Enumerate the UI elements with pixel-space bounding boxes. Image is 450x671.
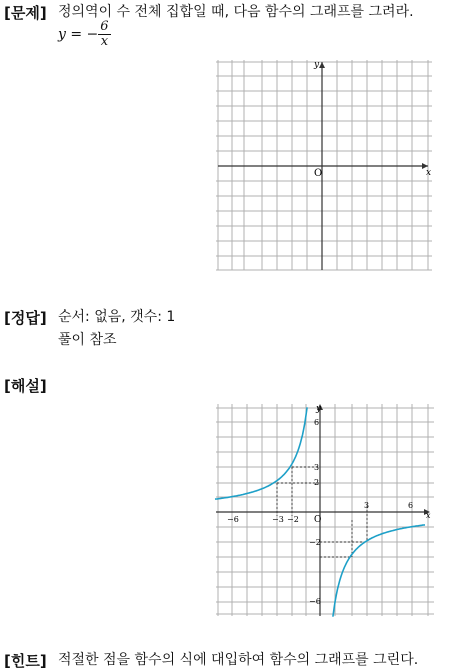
tick-y-2: 2 bbox=[314, 478, 320, 487]
problem-x-label: x bbox=[426, 168, 432, 178]
tick-y-3: 3 bbox=[314, 463, 320, 472]
problem-grid bbox=[214, 58, 434, 272]
equation-lhs: y = − bbox=[58, 26, 99, 43]
tick-x-neg6: −6 bbox=[227, 515, 239, 524]
answer-line1: 순서: 없음, 갯수: 1 bbox=[58, 309, 176, 325]
graph-x-axis-label: x bbox=[426, 511, 431, 520]
problem-y-label: y bbox=[314, 60, 320, 70]
problem-statement: 정의역이 수 전체 집합일 때, 다음 함수의 그래프를 그려라. bbox=[58, 4, 414, 20]
hint-label: [힌트] bbox=[4, 652, 47, 670]
explanation-grid-lines bbox=[216, 404, 434, 616]
problem-grid-lines bbox=[216, 60, 432, 270]
hyperbola-branch-left bbox=[215, 407, 307, 499]
answer-label: [정답] bbox=[4, 309, 47, 327]
explanation-graph bbox=[214, 402, 436, 618]
tick-y-neg2: −2 bbox=[309, 538, 321, 547]
problem-y-arrow bbox=[319, 62, 325, 68]
tick-x-3: 3 bbox=[364, 501, 370, 510]
equation-denominator: x bbox=[98, 34, 110, 49]
graph-origin-label: O bbox=[314, 515, 322, 525]
explanation-label: [해설] bbox=[4, 377, 47, 395]
hyperbola-branch-right bbox=[333, 525, 425, 617]
equation-fraction bbox=[98, 20, 110, 49]
tick-y-neg6: −6 bbox=[309, 597, 321, 606]
equation-numerator: 6 bbox=[100, 19, 109, 34]
answer-line2: 풀이 참조 bbox=[58, 332, 117, 348]
problem-origin-label: O bbox=[314, 168, 323, 179]
tick-x-6: 6 bbox=[408, 501, 414, 510]
hint-text: 적절한 점을 함수의 식에 대입하여 함수의 그래프를 그린다. bbox=[58, 652, 419, 668]
tick-x-neg2: −2 bbox=[287, 515, 299, 524]
tick-y-6: 6 bbox=[314, 418, 320, 427]
problem-label: [문제] bbox=[4, 4, 47, 22]
problem-equation bbox=[58, 20, 111, 49]
graph-y-axis-label: y bbox=[316, 404, 322, 414]
tick-x-neg3: −3 bbox=[272, 515, 284, 524]
